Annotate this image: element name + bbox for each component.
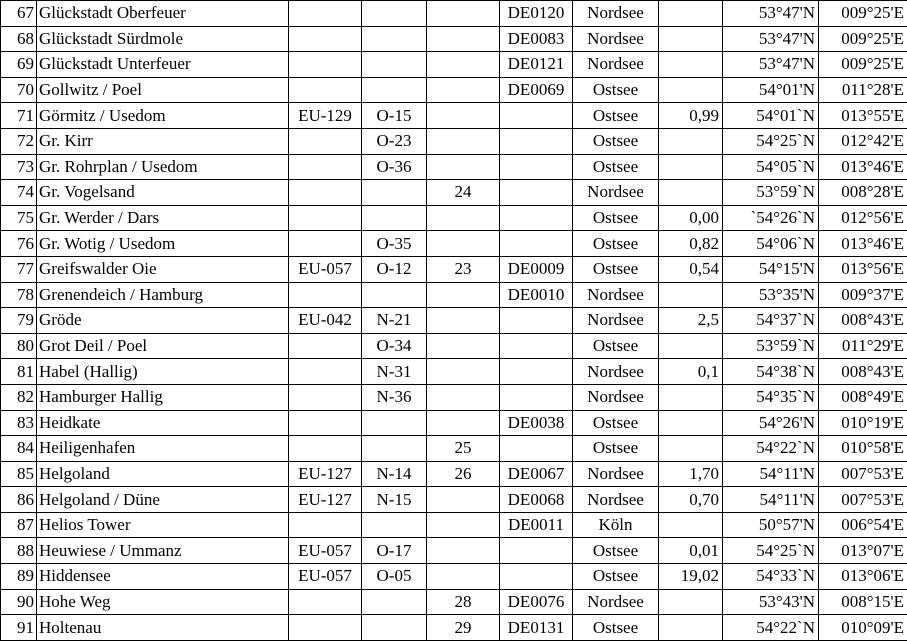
sea-cell: Ostsee	[573, 256, 659, 282]
eu-ref-cell: EU-127	[289, 461, 362, 487]
longitude-cell: 012°42'E	[819, 128, 907, 154]
station-name-cell: Gr. Werder / Dars	[37, 205, 289, 231]
area-cell: 0,70	[659, 487, 723, 513]
eu-ref-cell: EU-129	[289, 103, 362, 129]
station-name-cell: Habel (Hallig)	[37, 359, 289, 385]
eu-ref-cell	[289, 282, 362, 308]
table-row	[1, 359, 907, 385]
de-ref-cell	[500, 564, 573, 590]
eu-ref-cell	[289, 231, 362, 257]
area-cell: 0,99	[659, 103, 723, 129]
table-row	[1, 333, 907, 359]
sea-cell: Nordsee	[573, 308, 659, 334]
region-ref-cell: O-34	[362, 333, 427, 359]
table-row	[1, 384, 907, 410]
latitude-cell: 54°11'N	[723, 461, 819, 487]
de-ref-cell: DE0068	[500, 487, 573, 513]
eu-ref-cell	[289, 128, 362, 154]
region-ref-cell: O-36	[362, 154, 427, 180]
latitude-cell: 54°26'N	[723, 410, 819, 436]
station-name-cell: Greifswalder Oie	[37, 256, 289, 282]
eu-ref-cell: EU-057	[289, 256, 362, 282]
station-name-cell: Heiligenhafen	[37, 436, 289, 462]
eu-ref-cell	[289, 205, 362, 231]
sea-cell: Ostsee	[573, 564, 659, 590]
region-ref-cell: O-17	[362, 538, 427, 564]
region-ref-cell	[362, 512, 427, 538]
table-row	[1, 461, 907, 487]
table-row	[1, 410, 907, 436]
row-number-cell: 89	[1, 564, 37, 590]
table-row	[1, 256, 907, 282]
station-name-cell: Glückstadt Oberfeuer	[37, 1, 289, 27]
station-name-cell: Gr. Vogelsand	[37, 180, 289, 206]
area-cell	[659, 282, 723, 308]
de-ref-cell	[500, 308, 573, 334]
latitude-cell: 54°38`N	[723, 359, 819, 385]
area-cell	[659, 180, 723, 206]
region-ref-cell: N-14	[362, 461, 427, 487]
ref-number-cell	[427, 154, 500, 180]
table-row	[1, 52, 907, 78]
longitude-cell: 006°54'E	[819, 512, 907, 538]
sea-cell: Ostsee	[573, 538, 659, 564]
longitude-cell: 009°25'E	[819, 52, 907, 78]
region-ref-cell: O-23	[362, 128, 427, 154]
latitude-cell: 50°57'N	[723, 512, 819, 538]
de-ref-cell: DE0121	[500, 52, 573, 78]
eu-ref-cell: EU-127	[289, 487, 362, 513]
de-ref-cell: DE0083	[500, 26, 573, 52]
station-name-cell: Gr. Rohrplan / Usedom	[37, 154, 289, 180]
table-row	[1, 436, 907, 462]
sea-cell: Nordsee	[573, 589, 659, 615]
row-number-cell: 70	[1, 77, 37, 103]
station-name-cell: Gollwitz / Poel	[37, 77, 289, 103]
latitude-cell: 53°59`N	[723, 333, 819, 359]
de-ref-cell: DE0067	[500, 461, 573, 487]
station-name-cell: Helgoland / Düne	[37, 487, 289, 513]
ref-number-cell: 28	[427, 589, 500, 615]
longitude-cell: 013°07'E	[819, 538, 907, 564]
eu-ref-cell	[289, 1, 362, 27]
de-ref-cell	[500, 128, 573, 154]
row-number-cell: 90	[1, 589, 37, 615]
area-cell	[659, 384, 723, 410]
longitude-cell: 013°06'E	[819, 564, 907, 590]
station-name-cell: Grenendeich / Hamburg	[37, 282, 289, 308]
area-cell: 1,70	[659, 461, 723, 487]
area-cell	[659, 589, 723, 615]
de-ref-cell	[500, 180, 573, 206]
de-ref-cell: DE0010	[500, 282, 573, 308]
latitude-cell: 54°37`N	[723, 308, 819, 334]
row-number-cell: 79	[1, 308, 37, 334]
latitude-cell: 53°47'N	[723, 52, 819, 78]
sea-cell: Nordsee	[573, 487, 659, 513]
station-name-cell: Helios Tower	[37, 512, 289, 538]
ref-number-cell	[427, 205, 500, 231]
sea-cell: Ostsee	[573, 128, 659, 154]
eu-ref-cell	[289, 359, 362, 385]
de-ref-cell	[500, 538, 573, 564]
area-cell: 19,02	[659, 564, 723, 590]
sea-cell: Nordsee	[573, 52, 659, 78]
longitude-cell: 013°46'E	[819, 154, 907, 180]
area-cell: 2,5	[659, 308, 723, 334]
station-name-cell: Glückstadt Unterfeuer	[37, 52, 289, 78]
row-number-cell: 81	[1, 359, 37, 385]
sea-cell: Nordsee	[573, 180, 659, 206]
latitude-cell: 54°35`N	[723, 384, 819, 410]
latitude-cell: 54°25`N	[723, 538, 819, 564]
region-ref-cell: N-31	[362, 359, 427, 385]
eu-ref-cell	[289, 436, 362, 462]
longitude-cell: 013°46'E	[819, 231, 907, 257]
row-number-cell: 74	[1, 180, 37, 206]
row-number-cell: 80	[1, 333, 37, 359]
latitude-cell: 54°33`N	[723, 564, 819, 590]
row-number-cell: 67	[1, 1, 37, 27]
table-row	[1, 180, 907, 206]
eu-ref-cell: EU-042	[289, 308, 362, 334]
ref-number-cell	[427, 77, 500, 103]
de-ref-cell: DE0038	[500, 410, 573, 436]
station-name-cell: Hiddensee	[37, 564, 289, 590]
area-cell	[659, 1, 723, 27]
sea-cell: Ostsee	[573, 410, 659, 436]
longitude-cell: 012°56'E	[819, 205, 907, 231]
ref-number-cell	[427, 231, 500, 257]
row-number-cell: 76	[1, 231, 37, 257]
sea-cell: Ostsee	[573, 77, 659, 103]
region-ref-cell: O-15	[362, 103, 427, 129]
latitude-cell: 53°47'N	[723, 26, 819, 52]
ref-number-cell	[427, 52, 500, 78]
area-cell	[659, 615, 723, 641]
station-name-cell: Görmitz / Usedom	[37, 103, 289, 129]
station-name-cell: Grot Deil / Poel	[37, 333, 289, 359]
area-cell	[659, 154, 723, 180]
longitude-cell: 008°43'E	[819, 359, 907, 385]
region-ref-cell	[362, 615, 427, 641]
latitude-cell: 54°05`N	[723, 154, 819, 180]
ref-number-cell: 26	[427, 461, 500, 487]
de-ref-cell	[500, 436, 573, 462]
latitude-cell: 54°01`N	[723, 103, 819, 129]
eu-ref-cell: EU-057	[289, 564, 362, 590]
eu-ref-cell	[289, 512, 362, 538]
ref-number-cell	[427, 26, 500, 52]
row-number-cell: 87	[1, 512, 37, 538]
region-ref-cell	[362, 180, 427, 206]
table-row	[1, 205, 907, 231]
longitude-cell: 011°29'E	[819, 333, 907, 359]
table-row	[1, 589, 907, 615]
sea-cell: Nordsee	[573, 1, 659, 27]
sea-cell: Köln	[573, 512, 659, 538]
ref-number-cell: 24	[427, 180, 500, 206]
table-row	[1, 128, 907, 154]
table-row	[1, 231, 907, 257]
ref-number-cell	[427, 282, 500, 308]
station-name-cell: Holtenau	[37, 615, 289, 641]
station-name-cell: Heuwiese / Ummanz	[37, 538, 289, 564]
longitude-cell: 011°28'E	[819, 77, 907, 103]
sea-cell: Ostsee	[573, 231, 659, 257]
de-ref-cell	[500, 333, 573, 359]
ref-number-cell	[427, 308, 500, 334]
area-cell	[659, 77, 723, 103]
latitude-cell: 53°47'N	[723, 1, 819, 27]
region-ref-cell	[362, 282, 427, 308]
de-ref-cell: DE0009	[500, 256, 573, 282]
station-name-cell: Gr. Kirr	[37, 128, 289, 154]
longitude-cell: 013°55'E	[819, 103, 907, 129]
region-ref-cell: N-15	[362, 487, 427, 513]
ref-number-cell	[427, 512, 500, 538]
area-cell	[659, 128, 723, 154]
sea-cell: Nordsee	[573, 282, 659, 308]
row-number-cell: 85	[1, 461, 37, 487]
row-number-cell: 75	[1, 205, 37, 231]
de-ref-cell: DE0076	[500, 589, 573, 615]
longitude-cell: 008°15'E	[819, 589, 907, 615]
latitude-cell: 54°25`N	[723, 128, 819, 154]
de-ref-cell: DE0011	[500, 512, 573, 538]
latitude-cell: 54°01'N	[723, 77, 819, 103]
table-row	[1, 538, 907, 564]
row-number-cell: 86	[1, 487, 37, 513]
area-cell	[659, 512, 723, 538]
row-number-cell: 91	[1, 615, 37, 641]
latitude-cell: 54°06`N	[723, 231, 819, 257]
row-number-cell: 72	[1, 128, 37, 154]
sea-cell: Ostsee	[573, 436, 659, 462]
station-name-cell: Glückstadt Sürdmole	[37, 26, 289, 52]
de-ref-cell	[500, 359, 573, 385]
area-cell: 0,54	[659, 256, 723, 282]
region-ref-cell	[362, 26, 427, 52]
region-ref-cell: O-12	[362, 256, 427, 282]
region-ref-cell	[362, 589, 427, 615]
row-number-cell: 71	[1, 103, 37, 129]
area-cell: 0,01	[659, 538, 723, 564]
eu-ref-cell	[289, 384, 362, 410]
sea-cell: Ostsee	[573, 154, 659, 180]
ref-number-cell	[427, 128, 500, 154]
row-number-cell: 69	[1, 52, 37, 78]
station-name-cell: Hohe Weg	[37, 589, 289, 615]
eu-ref-cell	[289, 333, 362, 359]
longitude-cell: 010°09'E	[819, 615, 907, 641]
eu-ref-cell	[289, 180, 362, 206]
area-cell	[659, 26, 723, 52]
station-name-cell: Helgoland	[37, 461, 289, 487]
area-cell: 0,00	[659, 205, 723, 231]
station-name-cell: Gröde	[37, 308, 289, 334]
ref-number-cell	[427, 564, 500, 590]
sea-cell: Nordsee	[573, 461, 659, 487]
row-number-cell: 77	[1, 256, 37, 282]
latitude-cell: 54°11'N	[723, 487, 819, 513]
ref-number-cell: 25	[427, 436, 500, 462]
station-name-cell: Hamburger Hallig	[37, 384, 289, 410]
de-ref-cell: DE0120	[500, 1, 573, 27]
area-cell: 0,82	[659, 231, 723, 257]
longitude-cell: 009°37'E	[819, 282, 907, 308]
longitude-cell: 007°53'E	[819, 461, 907, 487]
latitude-cell: 53°59`N	[723, 180, 819, 206]
eu-ref-cell	[289, 410, 362, 436]
table-row	[1, 282, 907, 308]
table-row	[1, 308, 907, 334]
area-cell: 0,1	[659, 359, 723, 385]
region-ref-cell: O-35	[362, 231, 427, 257]
table-row	[1, 564, 907, 590]
latitude-cell: 54°15'N	[723, 256, 819, 282]
ref-number-cell	[427, 103, 500, 129]
ref-number-cell: 29	[427, 615, 500, 641]
table-row	[1, 154, 907, 180]
de-ref-cell	[500, 154, 573, 180]
row-number-cell: 88	[1, 538, 37, 564]
de-ref-cell	[500, 103, 573, 129]
sea-cell: Ostsee	[573, 103, 659, 129]
eu-ref-cell	[289, 589, 362, 615]
ref-number-cell	[427, 1, 500, 27]
ref-number-cell	[427, 333, 500, 359]
ref-number-cell	[427, 384, 500, 410]
de-ref-cell	[500, 205, 573, 231]
row-number-cell: 84	[1, 436, 37, 462]
table-row	[1, 26, 907, 52]
table-row	[1, 487, 907, 513]
region-ref-cell: N-36	[362, 384, 427, 410]
eu-ref-cell	[289, 77, 362, 103]
region-ref-cell	[362, 205, 427, 231]
ref-number-cell: 23	[427, 256, 500, 282]
longitude-cell: 008°28'E	[819, 180, 907, 206]
sea-cell: Nordsee	[573, 359, 659, 385]
sea-cell: Nordsee	[573, 384, 659, 410]
latitude-cell: 53°35'N	[723, 282, 819, 308]
region-ref-cell	[362, 52, 427, 78]
sea-cell: Ostsee	[573, 333, 659, 359]
row-number-cell: 73	[1, 154, 37, 180]
table-row	[1, 103, 907, 129]
region-ref-cell	[362, 1, 427, 27]
longitude-cell: 010°58'E	[819, 436, 907, 462]
station-name-cell: Heidkate	[37, 410, 289, 436]
ref-number-cell	[427, 487, 500, 513]
eu-ref-cell	[289, 615, 362, 641]
region-ref-cell: N-21	[362, 308, 427, 334]
eu-ref-cell	[289, 26, 362, 52]
row-number-cell: 83	[1, 410, 37, 436]
sea-cell: Ostsee	[573, 615, 659, 641]
ref-number-cell	[427, 538, 500, 564]
longitude-cell: 007°53'E	[819, 487, 907, 513]
region-ref-cell	[362, 77, 427, 103]
row-number-cell: 82	[1, 384, 37, 410]
table-row	[1, 77, 907, 103]
region-ref-cell	[362, 436, 427, 462]
table-row	[1, 1, 907, 27]
sea-cell: Nordsee	[573, 26, 659, 52]
table-row	[1, 615, 907, 641]
latitude-cell: 54°22`N	[723, 615, 819, 641]
de-ref-cell: DE0069	[500, 77, 573, 103]
de-ref-cell	[500, 384, 573, 410]
longitude-cell: 009°25'E	[819, 1, 907, 27]
region-ref-cell: O-05	[362, 564, 427, 590]
table-row	[1, 512, 907, 538]
area-cell	[659, 52, 723, 78]
eu-ref-cell	[289, 154, 362, 180]
eu-ref-cell	[289, 52, 362, 78]
area-cell	[659, 436, 723, 462]
de-ref-cell	[500, 231, 573, 257]
longitude-cell: 008°43'E	[819, 308, 907, 334]
latitude-cell: `54°26`N	[723, 205, 819, 231]
de-ref-cell: DE0131	[500, 615, 573, 641]
longitude-cell: 010°19'E	[819, 410, 907, 436]
row-number-cell: 68	[1, 26, 37, 52]
eu-ref-cell: EU-057	[289, 538, 362, 564]
longitude-cell: 013°56'E	[819, 256, 907, 282]
sea-cell: Ostsee	[573, 205, 659, 231]
station-name-cell: Gr. Wotig / Usedom	[37, 231, 289, 257]
latitude-cell: 54°22`N	[723, 436, 819, 462]
row-number-cell: 78	[1, 282, 37, 308]
ref-number-cell	[427, 410, 500, 436]
longitude-cell: 009°25'E	[819, 26, 907, 52]
area-cell	[659, 410, 723, 436]
region-ref-cell	[362, 410, 427, 436]
longitude-cell: 008°49'E	[819, 384, 907, 410]
area-cell	[659, 333, 723, 359]
ref-number-cell	[427, 359, 500, 385]
latitude-cell: 53°43'N	[723, 589, 819, 615]
